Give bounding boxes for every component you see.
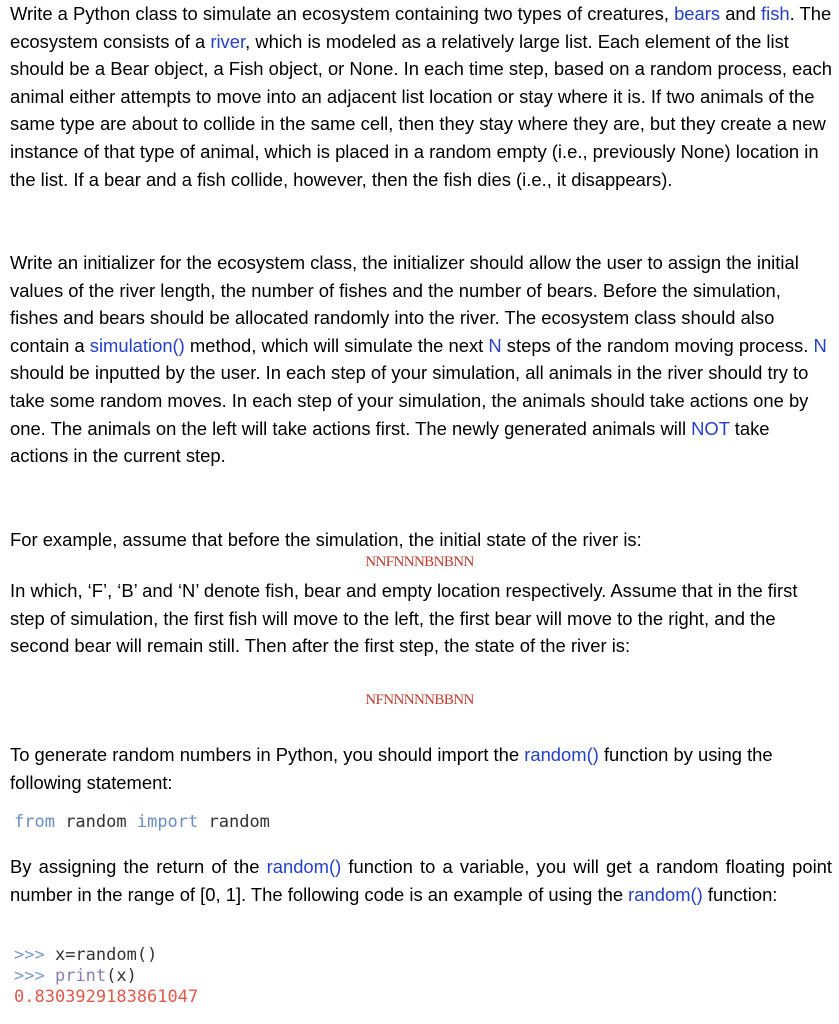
keyword-random: random(): [524, 744, 599, 765]
example-paragraph: For example, assume that before the simulation, the initial state of the river is:: [10, 529, 642, 550]
keyword-random-2: random(): [266, 856, 342, 877]
intro-paragraph: Write a Python class to simulate an ecosystem containing two types of creatures, bears and fish. The ecosystem consists of a river, which is modeled as a relatively large list. Each element of the list should be a Bear object, a Fish object, or None. In each time step, based on a random process, each animal either attempts to move into an adjacent list location or stay where it is. If two animals of the same type are about to collide in the same cell, then they stay where they are, but they create a new instance of that type of animal, which is placed in a random empty (i.e., previously None) location in the list. If a bear and a fish collide, however, then the fish dies (i.e., it disappears).: [10, 3, 832, 190]
river-initial-state: NNFNNNBNBNN: [365, 554, 474, 570]
keyword-n-2: N: [813, 334, 827, 356]
keyword-not: NOT: [691, 417, 730, 439]
keyword-bears: bears: [674, 3, 721, 24]
keyword-simulation: simulation(): [89, 334, 185, 356]
river-after-step: NFNNNNNBBNN: [365, 692, 474, 708]
random-output-value: 0.8303929183861047: [14, 987, 199, 1007]
random-example-code: >>> x=random() >>> print(x) 0.8303929183861047: [14, 945, 199, 1007]
keyword-fish: fish: [761, 3, 790, 24]
keyword-random-3: random(): [628, 883, 703, 905]
random-import-paragraph: To generate random numbers in Python, you should import the random() function by using the following statement:: [10, 744, 773, 793]
keyword-river: river: [210, 30, 246, 52]
random-usage-paragraph: By assigning the return of the random() function to a variable, you will get a random floating point number in the range of [0, 1]. The following code is an example of using the random() function:: [10, 856, 832, 905]
import-code-snippet: from random import random: [14, 812, 270, 832]
keyword-n: N: [488, 334, 502, 356]
explanation-paragraph: In which, ‘F’, ‘B’ and ‘N’ denote fish, bear and empty location respectively. Assume that in the first step of simulation, the first fish will move to the left, the first bear will move to the right, and the second bear will remain still. Then after the first step, the state of the river is:: [10, 580, 798, 657]
initializer-paragraph: Write an initializer for the ecosystem class, the initializer should allow the user to assign the initial values of the river length, the number of fishes and the number of bears. Before the simulation, fishes and bears should be allocated randomly into the river. The ecosystem class should also contain a simulation() method, which will simulate the next N steps of the random moving process. N should be inputted by the user. In each step of your simulation, all animals in the river should try to take some random moves. In each step of your simulation, the animals should take actions one by one. The animals on the left will take actions first. The newly generated animals will NOT take actions in the current step.: [10, 252, 827, 467]
